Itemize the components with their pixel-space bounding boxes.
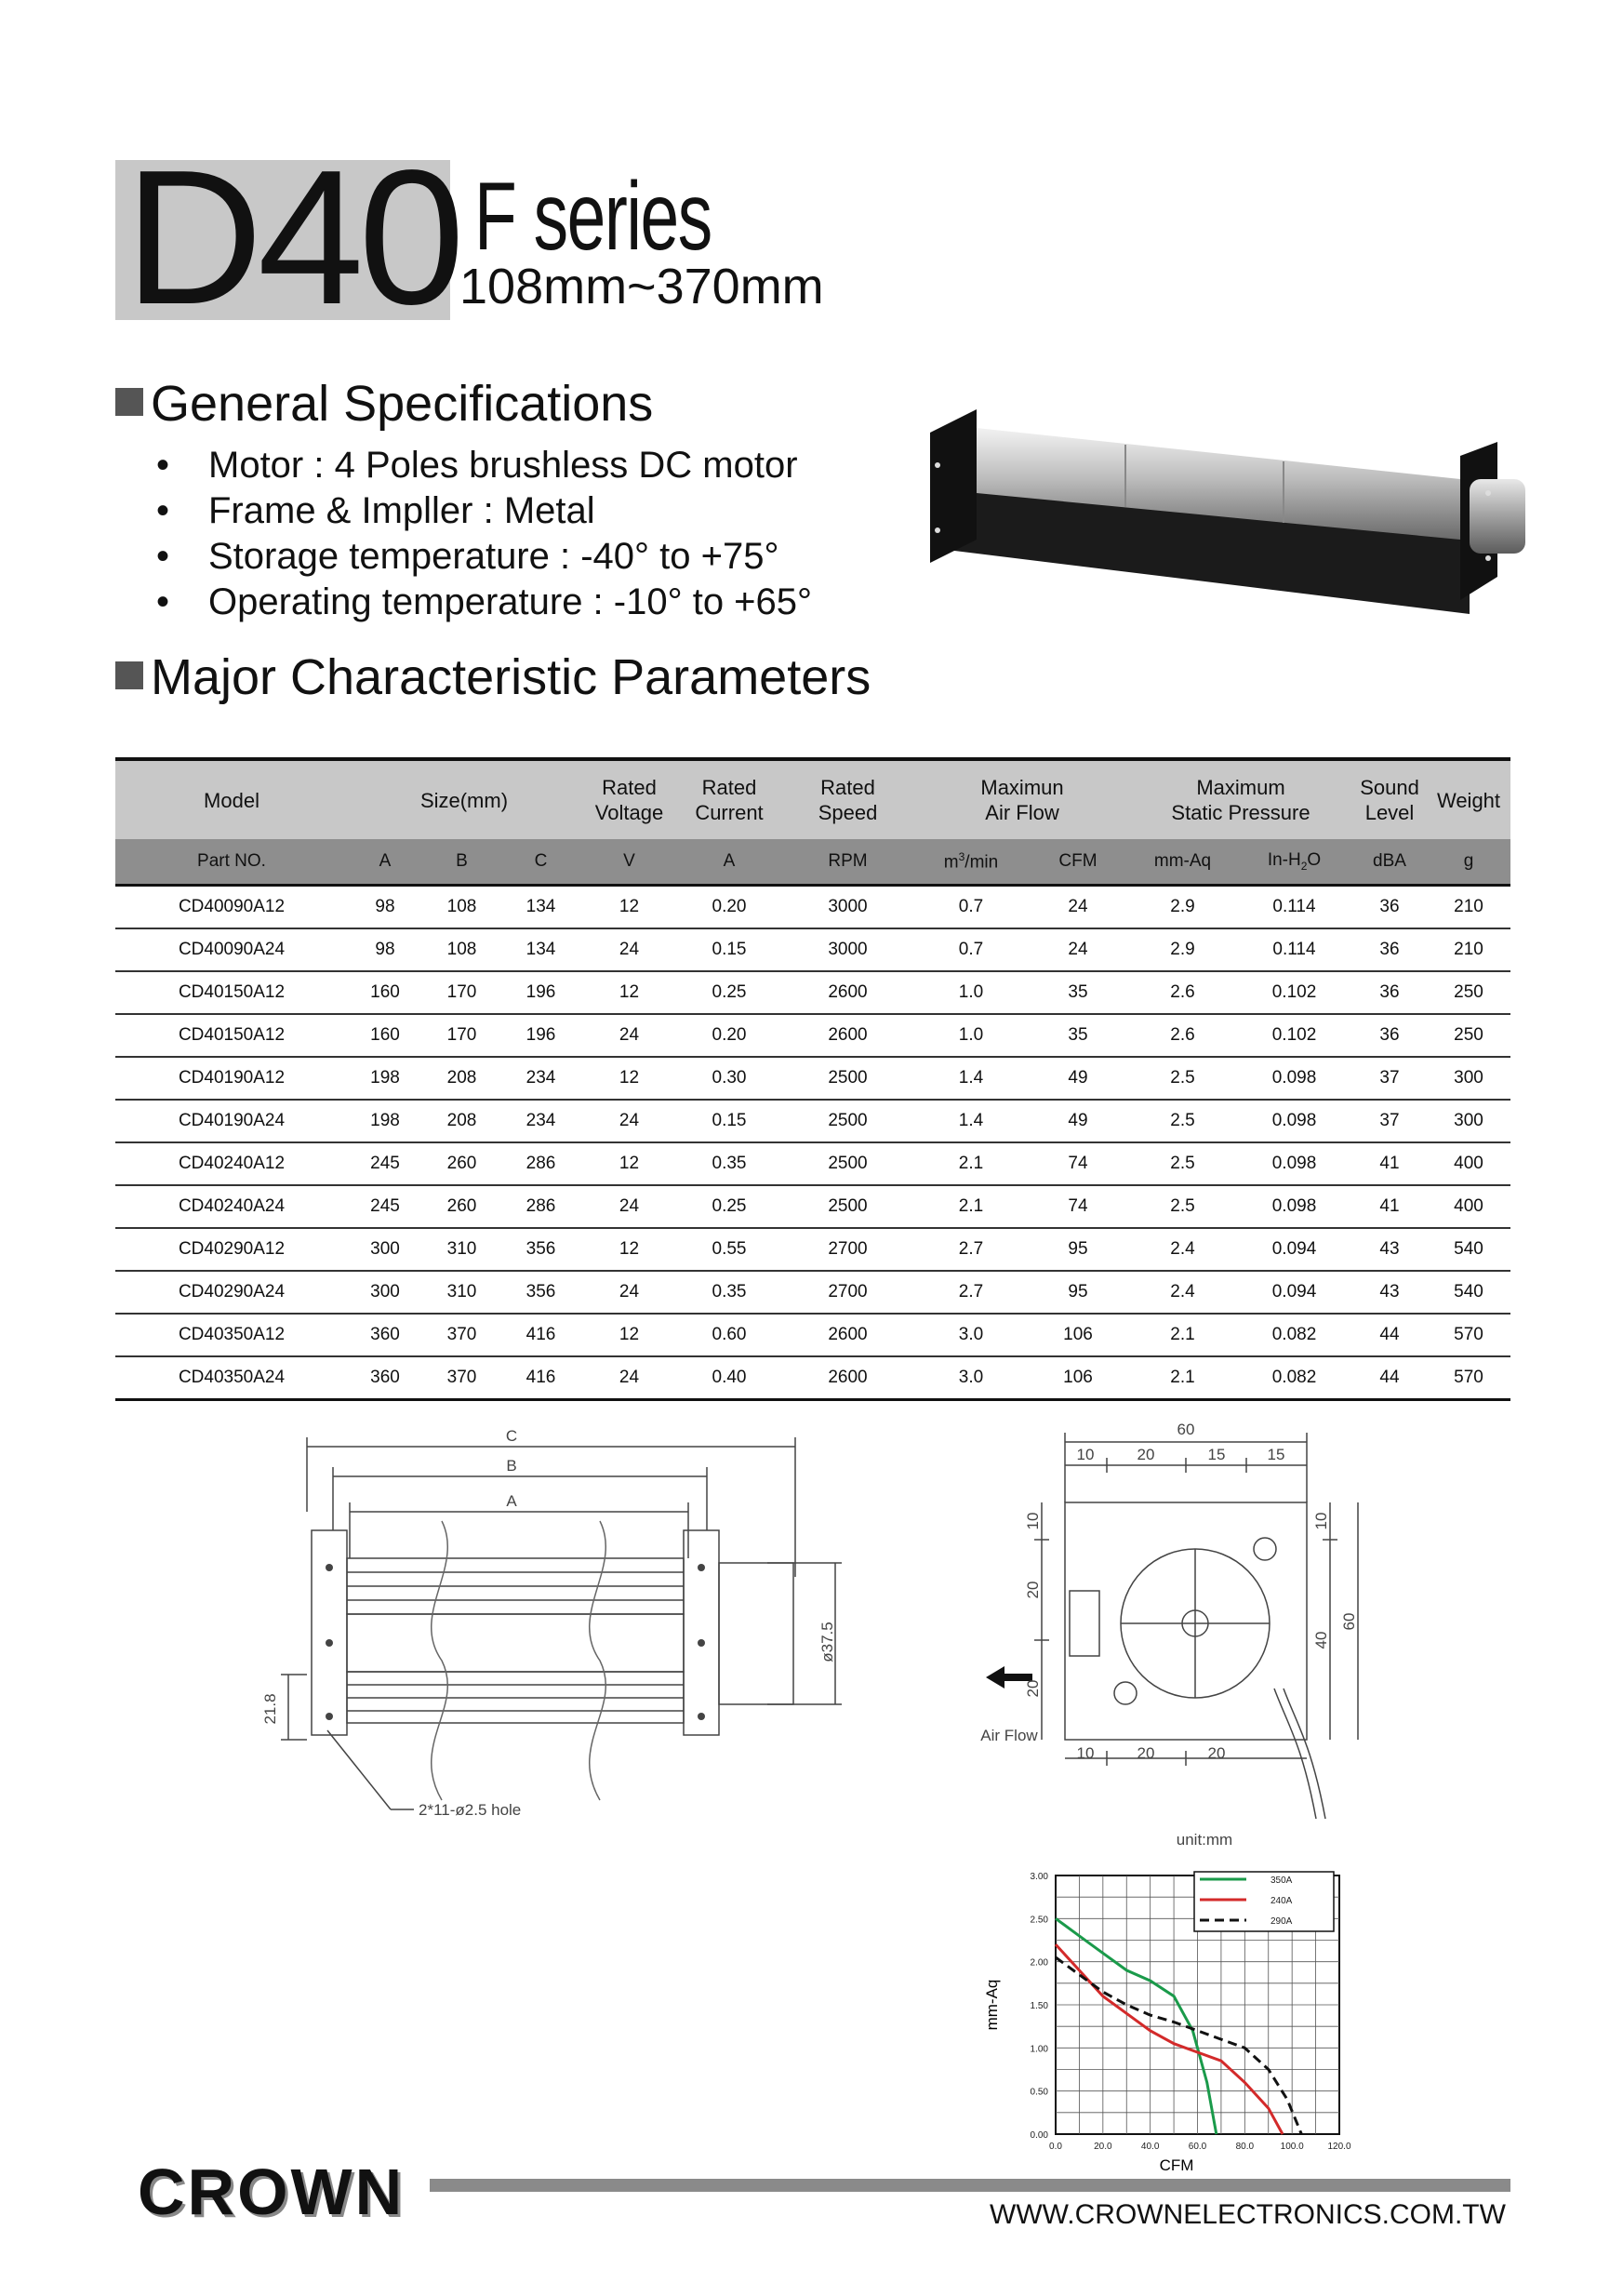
part-number-cell: CD40190A12 [115, 1057, 348, 1100]
table-cell: 2500 [780, 1100, 915, 1142]
part-number-cell: CD40350A24 [115, 1356, 348, 1400]
y-tick-label: 3.00 [1030, 1872, 1048, 1882]
table-cell: 74 [1027, 1185, 1129, 1228]
table-cell: 210 [1427, 928, 1510, 971]
table-cell: 24 [580, 1100, 678, 1142]
table-cell: 0.082 [1236, 1314, 1352, 1356]
series-name: F series [474, 163, 712, 271]
x-tick-label: 120.0 [1327, 2142, 1351, 2152]
header-current: Rated Current [678, 759, 780, 839]
table-cell: 2600 [780, 1314, 915, 1356]
table-cell: 0.20 [678, 886, 780, 929]
table-cell: 0.60 [678, 1314, 780, 1356]
table-cell: 234 [501, 1100, 580, 1142]
dim-right-3: 60 [1340, 1612, 1358, 1631]
table-cell: 44 [1352, 1356, 1427, 1400]
header-model: Model [115, 759, 348, 839]
table-cell: 2.4 [1129, 1228, 1236, 1271]
table-row [115, 1314, 1510, 1356]
table-cell: 245 [348, 1142, 422, 1185]
part-number-cell: CD40150A12 [115, 1014, 348, 1057]
table-body [115, 886, 1510, 1400]
table-row [115, 886, 1510, 929]
unit-cfm: CFM [1027, 839, 1129, 886]
chart-x-axis-label: CFM [1159, 2156, 1194, 2174]
x-tick-label: 40.0 [1140, 2142, 1160, 2152]
table-cell: 2500 [780, 1185, 915, 1228]
table-cell: 570 [1427, 1314, 1510, 1356]
unit-dba: dBA [1352, 839, 1427, 886]
spec-item: • Operating temperature : -10° to +65° [156, 580, 812, 625]
part-number-cell: CD40090A12 [115, 886, 348, 929]
y-tick-label: 2.00 [1030, 1957, 1048, 1969]
table-cell: 0.35 [678, 1271, 780, 1314]
y-tick-label: 1.00 [1030, 2044, 1048, 2055]
table-row [115, 1185, 1510, 1228]
table-cell: 37 [1352, 1057, 1427, 1100]
table-cell: 0.082 [1236, 1356, 1352, 1400]
table-cell: 2.4 [1129, 1271, 1236, 1314]
header-air-flow: Maximun Air Flow [915, 759, 1129, 839]
table-cell: 198 [348, 1057, 422, 1100]
table-cell: 108 [422, 928, 501, 971]
table-cell: 416 [501, 1356, 580, 1400]
table-cell: 3000 [780, 928, 915, 971]
dim-bottom-3: 20 [1207, 1744, 1226, 1762]
unit-g: g [1427, 839, 1510, 886]
y-tick-label: 0.00 [1030, 2130, 1048, 2141]
table-cell: 250 [1427, 971, 1510, 1014]
x-tick-label: 60.0 [1188, 2142, 1207, 2152]
legend-label: 350A [1270, 1876, 1293, 1886]
dim-left-3: 20 [1024, 1679, 1042, 1698]
table-cell: 2600 [780, 971, 915, 1014]
table-row [115, 1356, 1510, 1400]
table-cell: 0.15 [678, 928, 780, 971]
table-cell: 160 [348, 971, 422, 1014]
table-unit-row [115, 839, 1510, 886]
table-row [115, 1228, 1510, 1271]
table-cell: 2.1 [1129, 1314, 1236, 1356]
table-cell: 0.20 [678, 1014, 780, 1057]
header-size: Size(mm) [348, 759, 580, 839]
table-cell: 49 [1027, 1100, 1129, 1142]
x-tick-label: 20.0 [1094, 2142, 1112, 2152]
table-row [115, 1014, 1510, 1057]
table-cell: 2.5 [1129, 1100, 1236, 1142]
table-cell: 2.5 [1129, 1057, 1236, 1100]
x-tick-label: 100.0 [1280, 2142, 1304, 2152]
table-cell: 416 [501, 1314, 580, 1356]
table-cell: 24 [580, 1185, 678, 1228]
unit-rpm: RPM [780, 839, 915, 886]
table-cell: 36 [1352, 971, 1427, 1014]
table-cell: 43 [1352, 1271, 1427, 1314]
table-cell: 24 [580, 1014, 678, 1057]
unit-inh2o: $In-H_2O$ [1236, 839, 1352, 886]
table-cell: 12 [580, 971, 678, 1014]
table-cell: 37 [1352, 1100, 1427, 1142]
table-cell: 0.7 [915, 886, 1027, 929]
part-number-cell: CD40240A12 [115, 1142, 348, 1185]
table-cell: 0.098 [1236, 1100, 1352, 1142]
table-cell: 210 [1427, 886, 1510, 929]
table-cell: 0.094 [1236, 1228, 1352, 1271]
header-static-pressure: Maximum Static Pressure [1129, 759, 1352, 839]
table-cell: 24 [1027, 886, 1129, 929]
table-cell: 0.25 [678, 1185, 780, 1228]
unit-m3min: $m^3/\min$ [915, 839, 1027, 886]
table-cell: 12 [580, 1314, 678, 1356]
table-cell: 1.4 [915, 1057, 1027, 1100]
unit-amp: A [678, 839, 780, 886]
general-spec-heading [115, 376, 653, 432]
dim-b-label: B [506, 1457, 517, 1475]
table-cell: 1.0 [915, 1014, 1027, 1057]
legend-box [1194, 1872, 1334, 1931]
table-cell: 49 [1027, 1057, 1129, 1100]
product-photo [893, 391, 1525, 633]
table-cell: 2.1 [915, 1185, 1027, 1228]
table-cell: 160 [348, 1014, 422, 1057]
table-cell: 2.5 [1129, 1142, 1236, 1185]
table-cell: 41 [1352, 1142, 1427, 1185]
part-number-cell: CD40240A24 [115, 1185, 348, 1228]
major-params-heading [115, 649, 871, 705]
table-cell: 360 [348, 1356, 422, 1400]
x-tick-label: 0.0 [1049, 2142, 1062, 2152]
header-sound: Sound Level [1352, 759, 1427, 839]
table-cell: 41 [1352, 1185, 1427, 1228]
table-cell: 3.0 [915, 1314, 1027, 1356]
spec-item: • Frame & Impller : Metal [156, 488, 812, 534]
legend-label: 240A [1270, 1896, 1293, 1906]
table-cell: 44 [1352, 1314, 1427, 1356]
model-code: D40 [125, 130, 459, 344]
dim-left-2: 20 [1024, 1581, 1042, 1599]
table-cell: 2.6 [1129, 971, 1236, 1014]
table-cell: 98 [348, 928, 422, 971]
table-cell: 24 [1027, 928, 1129, 971]
table-cell: 286 [501, 1142, 580, 1185]
table-cell: 12 [580, 1057, 678, 1100]
table-cell: 356 [501, 1271, 580, 1314]
table-cell: 300 [1427, 1100, 1510, 1142]
spec-item: • Motor : 4 Poles brushless DC motor [156, 443, 812, 488]
dim-top-4: 15 [1267, 1446, 1285, 1463]
table-cell: 360 [348, 1314, 422, 1356]
table-cell: 35 [1027, 1014, 1129, 1057]
table-cell: 2.6 [1129, 1014, 1236, 1057]
table-cell: 2.5 [1129, 1185, 1236, 1228]
part-number-cell: CD40290A24 [115, 1271, 348, 1314]
square-bullet-icon [115, 388, 143, 416]
table-cell: 95 [1027, 1228, 1129, 1271]
table-cell: 540 [1427, 1271, 1510, 1314]
table-cell: 0.55 [678, 1228, 780, 1271]
table-cell: 400 [1427, 1142, 1510, 1185]
dim-height-label: 21.8 [261, 1693, 279, 1725]
table-cell: 1.0 [915, 971, 1027, 1014]
table-cell: 400 [1427, 1185, 1510, 1228]
performance-chart [967, 1851, 1358, 2177]
x-tick-label: 80.0 [1235, 2142, 1255, 2152]
table-cell: 196 [501, 1014, 580, 1057]
table-cell: 106 [1027, 1356, 1129, 1400]
table-row [115, 971, 1510, 1014]
table-cell: 35 [1027, 971, 1129, 1014]
table-cell: 106 [1027, 1314, 1129, 1356]
spec-list [156, 443, 812, 625]
dim-left-1: 10 [1024, 1512, 1042, 1530]
part-number-cell: CD40090A24 [115, 928, 348, 971]
square-bullet-icon [115, 661, 143, 689]
table-cell: 0.114 [1236, 886, 1352, 929]
table-cell: 36 [1352, 928, 1427, 971]
table-cell: 356 [501, 1228, 580, 1271]
table-cell: 134 [501, 886, 580, 929]
major-params-heading-text: Major Characteristic Parameters [151, 649, 871, 705]
table-cell: 0.30 [678, 1057, 780, 1100]
dim-top-3: 15 [1207, 1446, 1226, 1463]
brand-logo: CROWN [138, 2156, 406, 2228]
table-cell: 286 [501, 1185, 580, 1228]
table-cell: 36 [1352, 886, 1427, 929]
table-cell: 170 [422, 971, 501, 1014]
spec-table [115, 757, 1510, 1401]
dim-right-1: 10 [1312, 1512, 1330, 1530]
table-cell: 0.098 [1236, 1057, 1352, 1100]
table-cell: 0.40 [678, 1356, 780, 1400]
table-cell: 170 [422, 1014, 501, 1057]
dim-bottom-2: 20 [1137, 1744, 1155, 1762]
legend-label: 290A [1270, 1916, 1293, 1927]
dim-right-2: 40 [1312, 1631, 1330, 1649]
table-cell: 0.25 [678, 971, 780, 1014]
table-cell: 196 [501, 971, 580, 1014]
unit-mmaq: mm-Aq [1129, 839, 1236, 886]
table-cell: 0.094 [1236, 1271, 1352, 1314]
table-cell: 95 [1027, 1271, 1129, 1314]
table-cell: 134 [501, 928, 580, 971]
table-cell: 300 [348, 1228, 422, 1271]
unit-b: B [422, 839, 501, 886]
table-cell: 43 [1352, 1228, 1427, 1271]
y-tick-label: 0.50 [1030, 2087, 1048, 2098]
table-cell: 2.1 [915, 1142, 1027, 1185]
chart-legend [1194, 1872, 1334, 1931]
table-cell: 310 [422, 1271, 501, 1314]
table-cell: 2700 [780, 1228, 915, 1271]
dim-a-label: A [506, 1492, 517, 1510]
y-tick-label: 1.50 [1030, 2001, 1048, 2011]
table-cell: 12 [580, 1228, 678, 1271]
table-cell: 260 [422, 1185, 501, 1228]
table-cell: 234 [501, 1057, 580, 1100]
table-cell: 24 [580, 928, 678, 971]
table-cell: 2.9 [1129, 928, 1236, 971]
unit-part-no: Part NO. [115, 839, 348, 886]
table-row [115, 1100, 1510, 1142]
table-cell: 540 [1427, 1228, 1510, 1271]
table-cell: 3.0 [915, 1356, 1027, 1400]
unit-v: V [580, 839, 678, 886]
general-spec-heading-text: General Specifications [151, 376, 654, 432]
unit-c: C [501, 839, 580, 886]
website-url: WWW.CROWNELECTRONICS.COM.TW [990, 2199, 1506, 2230]
front-dimension-drawing [251, 1409, 865, 1828]
table-cell: 198 [348, 1100, 422, 1142]
table-cell: 12 [580, 1142, 678, 1185]
table-cell: 12 [580, 886, 678, 929]
table-cell: 108 [422, 886, 501, 929]
table-cell: 2.1 [1129, 1356, 1236, 1400]
part-number-cell: CD40190A24 [115, 1100, 348, 1142]
table-cell: 98 [348, 886, 422, 929]
table-cell: 2500 [780, 1142, 915, 1185]
table-cell: 2600 [780, 1356, 915, 1400]
table-cell: 2700 [780, 1271, 915, 1314]
table-cell: 310 [422, 1228, 501, 1271]
table-row [115, 1271, 1510, 1314]
series-line-240A [1056, 1944, 1283, 2134]
table-cell: 24 [580, 1271, 678, 1314]
table-cell: 0.15 [678, 1100, 780, 1142]
table-cell: 0.114 [1236, 928, 1352, 971]
table-cell: 250 [1427, 1014, 1510, 1057]
table-cell: 0.35 [678, 1142, 780, 1185]
table-cell: 2.7 [915, 1271, 1027, 1314]
unit-label: unit:mm [1176, 1831, 1233, 1849]
header-voltage: Rated Voltage [580, 759, 678, 839]
dim-top-2: 20 [1137, 1446, 1155, 1463]
table-cell: 245 [348, 1185, 422, 1228]
table-cell: 3000 [780, 886, 915, 929]
table-row [115, 1142, 1510, 1185]
part-number-cell: CD40150A12 [115, 971, 348, 1014]
table-cell: 0.102 [1236, 1014, 1352, 1057]
dim-c-label: C [505, 1427, 518, 1445]
header-weight: Weight [1427, 759, 1510, 839]
header-speed: Rated Speed [780, 759, 915, 839]
chart-y-axis-label: mm-Aq [983, 1979, 1001, 2031]
table-cell: 0.102 [1236, 971, 1352, 1014]
table-cell: 370 [422, 1356, 501, 1400]
table-cell: 570 [1427, 1356, 1510, 1400]
footer-bar [430, 2179, 1510, 2192]
side-dimension-drawing [967, 1409, 1386, 1856]
dim-top-1: 10 [1076, 1446, 1095, 1463]
table-cell: 370 [422, 1314, 501, 1356]
table-cell: 2500 [780, 1057, 915, 1100]
dim-top-total: 60 [1177, 1421, 1195, 1438]
part-number-cell: CD40350A12 [115, 1314, 348, 1356]
table-cell: 2.9 [1129, 886, 1236, 929]
dim-bottom-1: 10 [1076, 1744, 1095, 1762]
table-cell: 0.7 [915, 928, 1027, 971]
air-flow-label: Air Flow [980, 1727, 1038, 1744]
table-cell: 0.098 [1236, 1185, 1352, 1228]
dim-diameter-label: ø37.5 [818, 1622, 836, 1662]
table-cell: 300 [348, 1271, 422, 1314]
table-row [115, 1057, 1510, 1100]
y-tick-label: 2.50 [1030, 1915, 1048, 1926]
table-cell: 260 [422, 1142, 501, 1185]
unit-a: A [348, 839, 422, 886]
table-cell: 74 [1027, 1142, 1129, 1185]
table-cell: 1.4 [915, 1100, 1027, 1142]
table-cell: 24 [580, 1356, 678, 1400]
part-number-cell: CD40290A12 [115, 1228, 348, 1271]
table-cell: 208 [422, 1057, 501, 1100]
size-range: 108mm~370mm [459, 259, 824, 314]
table-cell: 208 [422, 1100, 501, 1142]
spec-item: • Storage temperature : -40° to +75° [156, 534, 812, 580]
table-row [115, 928, 1510, 971]
table-cell: 300 [1427, 1057, 1510, 1100]
table-header-row [115, 759, 1510, 839]
table-cell: 36 [1352, 1014, 1427, 1057]
table-cell: 2600 [780, 1014, 915, 1057]
hole-note: 2*11-ø2.5 hole [419, 1801, 522, 1819]
table-cell: 0.098 [1236, 1142, 1352, 1185]
table-cell: 2.7 [915, 1228, 1027, 1271]
